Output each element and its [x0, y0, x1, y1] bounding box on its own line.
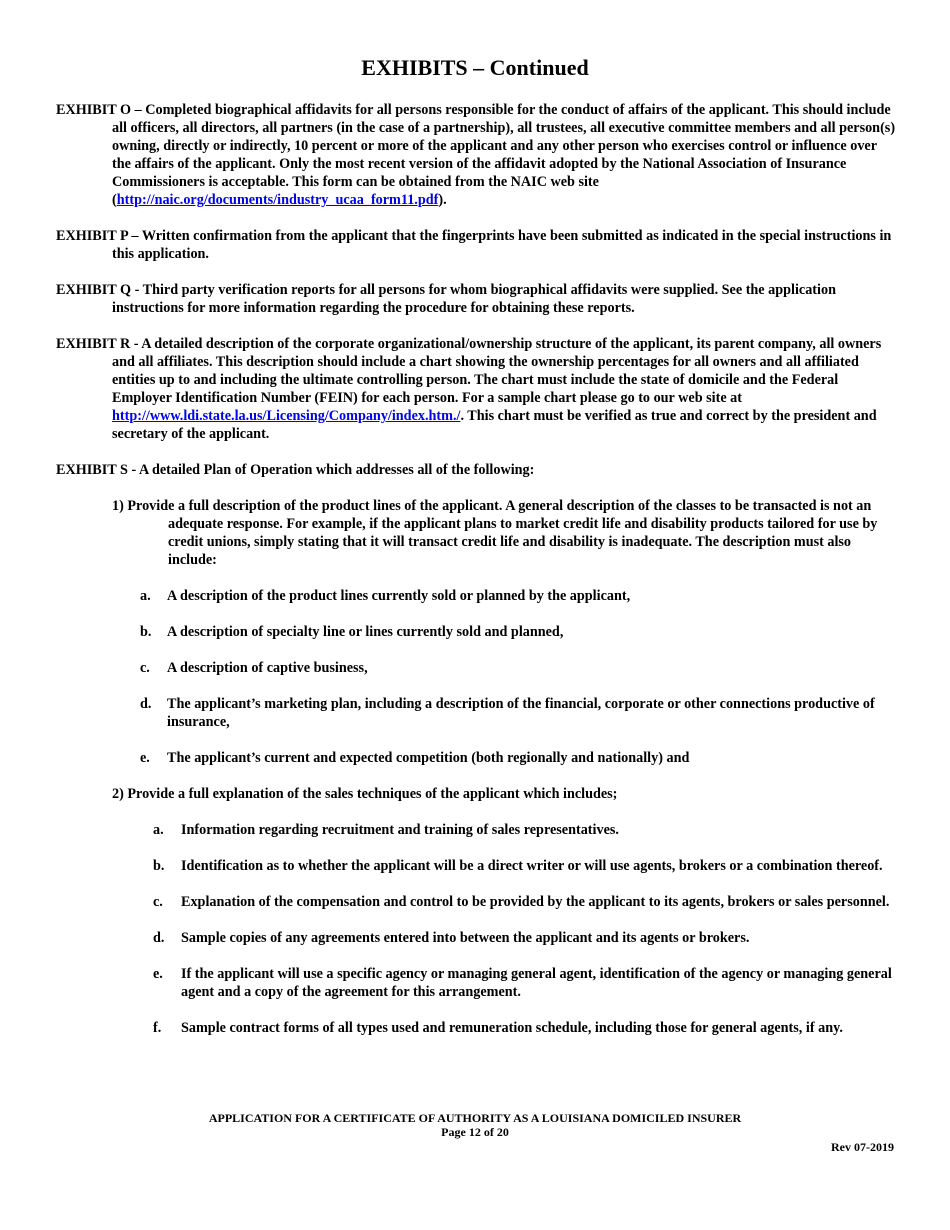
exhibit-o-text: Completed biographical affidavits for all persons responsible for the conduct of affairs of the applicant. This should include all officers, all directors, all partners (in the case of a partnership), all trustees, all executive committee members and all person(s) owning, directly or indirectly, 10 percent or more of the applicant and any other person who exercises control or influence over the affairs of the applicant. Only the most recent version of the affidavit adopted by the National Association of Insurance Commissioners is acceptable. This form can be obtained from the NAIC web site ( [112, 102, 896, 208]
exhibit-o-label: EXHIBIT O – [56, 102, 142, 118]
document-body [56, 101, 896, 1055]
page-footer [0, 1111, 950, 1139]
list-item-text: Sample contract forms of all types used and remuneration schedule, including those for general agents, if any. [181, 1020, 843, 1036]
list-item-letter: b. [153, 858, 165, 874]
list-item [56, 623, 896, 641]
naic-form-link[interactable]: http://naic.org/documents/industry_ucaa_form11.pdf [116, 192, 439, 208]
list-item [56, 821, 896, 839]
list-item-letter: b. [140, 624, 152, 640]
exhibit-r-label: EXHIBIT R - [56, 336, 139, 352]
plan-item-1 [112, 497, 896, 569]
list-item-letter: d. [140, 696, 152, 712]
list-item-text: The applicant’s current and expected competition (both regionally and nationally) and [167, 750, 690, 766]
plan-item-1-text: Provide a full description of the product lines of the applicant. A general description of the classes to be transacted is not an adequate response. For example, if the applicant plans to market credit life and disability products tailored for use by credit unions, simply stating that it will transact credit life and disability is inadequate. The description must also include: [127, 498, 878, 568]
page-number: Page 12 of 20 [441, 1125, 509, 1139]
exhibit-p [56, 227, 896, 263]
list-item-text: Identification as to whether the applicant will be a direct writer or will use agents, brokers or a combination thereof. [181, 858, 883, 874]
ldi-chart-link[interactable]: http://www.ldi.state.la.us/Licensing/Company/index.htm./ [112, 408, 461, 424]
list-item [56, 893, 896, 911]
list-item [56, 587, 896, 605]
list-item-text: A description of specialty line or lines currently sold and planned, [167, 624, 564, 640]
revision-label: Rev 07-2019 [831, 1140, 894, 1154]
plan-item-2 [112, 785, 896, 803]
list-item-text: Information regarding recruitment and training of sales representatives. [181, 822, 619, 838]
plan-item-2-text: Provide a full explanation of the sales techniques of the applicant which includes; [127, 786, 618, 802]
page-title: EXHIBITS – Continued [361, 55, 589, 80]
list-item-text: A description of captive business, [167, 660, 368, 676]
list-item [56, 659, 896, 677]
exhibit-s-text: A detailed Plan of Operation which addresses all of the following: [138, 462, 535, 478]
list-item-text: Explanation of the compensation and control to be provided by the applicant to its agents, brokers or sales personnel. [181, 894, 890, 910]
exhibit-p-text: Written confirmation from the applicant that the fingerprints have been submitted as indicated in the special instructions in this application. [112, 228, 892, 262]
list-item [56, 857, 896, 875]
list-item-text: A description of the product lines currently sold or planned by the applicant, [167, 588, 631, 604]
exhibit-s [56, 461, 896, 479]
list-item-letter: a. [153, 822, 164, 838]
exhibit-r-text: A detailed description of the corporate organizational/ownership structure of the applicant, its parent company, all owners and all affiliates. This description should include a chart showing the ownership percentages for all owners and all affiliated entities up to and including the ultimate controlling person. The chart must include the state of domicile and the Federal Employer Identification Number (FEIN) for each person. For a sample chart please go to our web site at [112, 336, 882, 406]
list-item [56, 749, 896, 767]
footer-application-title: APPLICATION FOR A CERTIFICATE OF AUTHORITY AS A LOUISIANA DOMICILED INSURER [208, 1111, 742, 1125]
list-item-letter: e. [153, 966, 163, 982]
list-item-letter: f. [153, 1020, 162, 1036]
plan-item-2-number: 2) [112, 786, 124, 802]
list-item-text: Sample copies of any agreements entered into between the applicant and its agents or brokers. [181, 930, 750, 946]
list-item [56, 965, 896, 1001]
exhibit-r-after: . This chart must be verified as true and correct by the president and secretary of the applicant. [112, 408, 877, 442]
plan-item-2-sublist [56, 821, 896, 1037]
exhibit-o-after: ). [438, 192, 447, 208]
list-item-letter: d. [153, 930, 165, 946]
list-item-letter: a. [140, 588, 151, 604]
exhibit-q-text: Third party verification reports for all persons for whom biographical affidavits were supplied. See the application instructions for more information regarding the procedure for obtaining these reports. [112, 282, 836, 316]
list-item [56, 1019, 896, 1037]
exhibit-q-label: EXHIBIT Q - [56, 282, 140, 298]
list-item-letter: c. [140, 660, 150, 676]
exhibit-r [56, 335, 896, 443]
list-item-text: If the applicant will use a specific agency or managing general agent, identification of the agency or managing general agent and a copy of the agreement for this arrangement. [181, 966, 892, 1000]
exhibit-p-label: EXHIBIT P – [56, 228, 139, 244]
list-item [56, 695, 896, 731]
exhibit-s-label: EXHIBIT S - [56, 462, 137, 478]
list-item-letter: e. [140, 750, 150, 766]
plan-item-1-number: 1) [112, 498, 124, 514]
plan-item-1-sublist [56, 587, 896, 767]
exhibit-q [56, 281, 896, 317]
list-item-letter: c. [153, 894, 163, 910]
exhibit-o [56, 101, 896, 209]
list-item [56, 929, 896, 947]
list-item-text: The applicant’s marketing plan, including a description of the financial, corporate or other connections productive of insurance, [167, 696, 875, 730]
